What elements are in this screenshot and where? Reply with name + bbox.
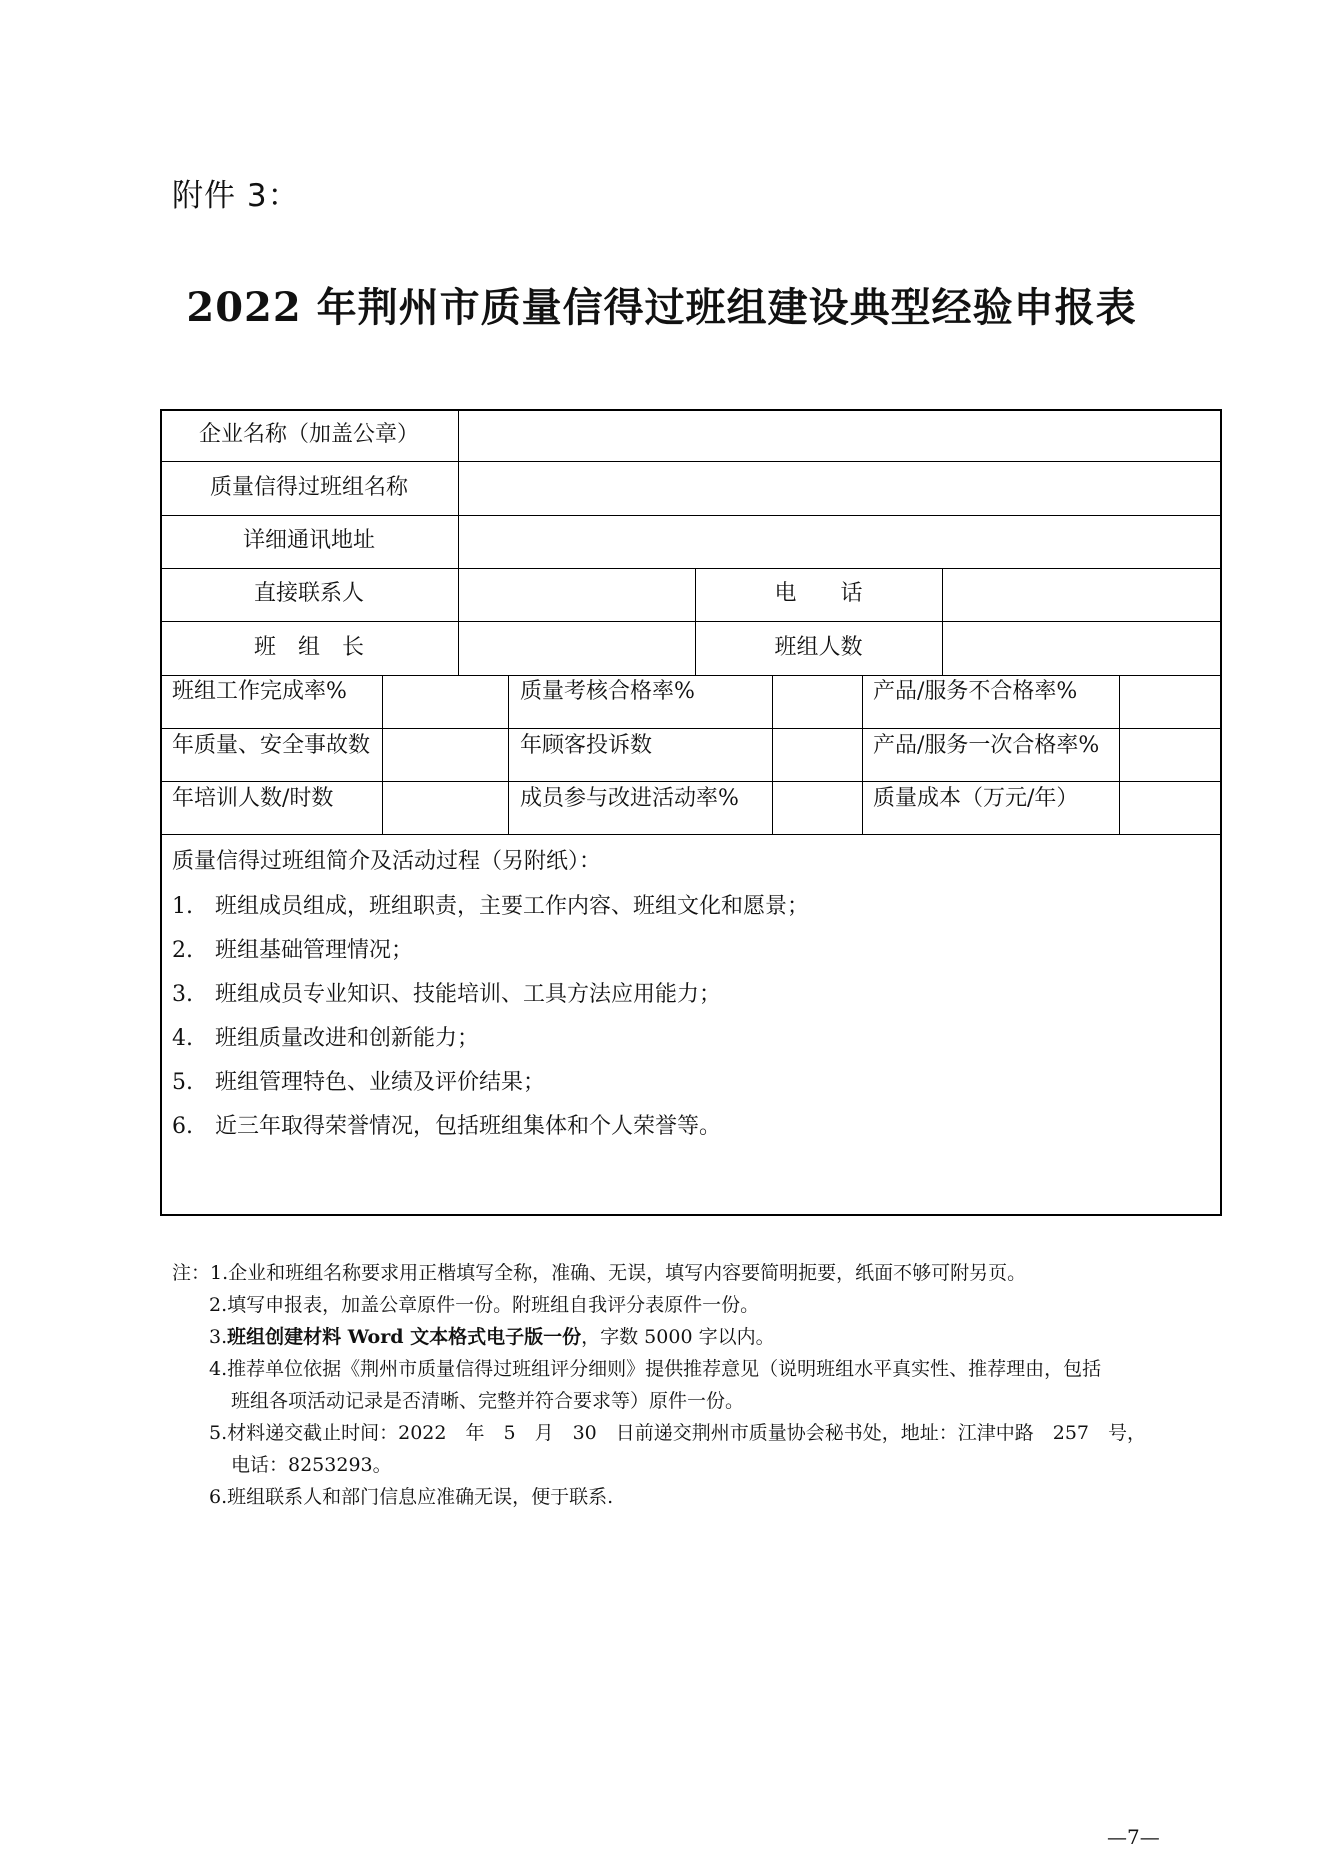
work-completion-label: 班组工作完成率% bbox=[172, 679, 347, 704]
column-divider bbox=[772, 675, 773, 834]
column-divider bbox=[508, 675, 509, 834]
leader-label: 班 组 长 bbox=[253, 635, 364, 660]
column-divider bbox=[862, 675, 863, 834]
participation-label: 成员参与改进活动率% bbox=[520, 786, 739, 811]
note-1: 注：1.企业和班组名称要求用正楷填写全称，准确、无误，填写内容要简明扼要，纸面不够可附另页。 bbox=[172, 1262, 1027, 1284]
quality-cost-label: 质量成本（万元/年） bbox=[873, 786, 1079, 811]
note-5-continued: 电话：8253293。 bbox=[231, 1454, 392, 1476]
row-divider bbox=[160, 834, 1222, 835]
description-heading: 质量信得过班组简介及活动过程（另附纸）： bbox=[172, 849, 602, 874]
column-divider bbox=[458, 409, 459, 675]
row-divider bbox=[160, 728, 1222, 729]
note-3-emphasis: 班组创建材料 Word 文本格式电子版一份 bbox=[227, 1326, 582, 1348]
quality-pass-label: 质量考核合格率% bbox=[520, 679, 695, 704]
complaints-label: 年顾客投诉数 bbox=[520, 733, 653, 758]
team-size-label: 班组人数 bbox=[774, 635, 863, 660]
first-pass-label: 产品/服务一次合格率% bbox=[873, 733, 1100, 758]
description-item: 5. 班组管理特色、业绩及评价结果； bbox=[172, 1070, 545, 1095]
row-divider bbox=[160, 621, 1222, 622]
row-divider bbox=[160, 461, 1222, 462]
nonconform-label: 产品/服务不合格率% bbox=[873, 679, 1078, 704]
attachment-label: 附件 3： bbox=[172, 178, 300, 214]
row-divider bbox=[160, 781, 1222, 782]
row-divider bbox=[160, 568, 1222, 569]
phone-label: 电 话 bbox=[774, 581, 863, 606]
team-name-label: 质量信得过班组名称 bbox=[209, 475, 408, 500]
page-number: —7— bbox=[1107, 1825, 1160, 1849]
row-divider bbox=[160, 675, 1222, 676]
description-item: 3. 班组成员专业知识、技能培训、工具方法应用能力； bbox=[172, 982, 721, 1007]
note-2: 2.填写申报表，加盖公章原件一份。附班组自我评分表原件一份。 bbox=[209, 1294, 760, 1316]
address-label: 详细通讯地址 bbox=[242, 528, 375, 553]
description-item: 2. 班组基础管理情况； bbox=[172, 938, 413, 963]
contact-label: 直接联系人 bbox=[253, 581, 364, 606]
column-divider bbox=[1119, 675, 1120, 834]
training-label: 年培训人数/时数 bbox=[172, 786, 334, 811]
note-4-continued: 班组各项活动记录是否清晰、完整并符合要求等）原件一份。 bbox=[231, 1390, 745, 1412]
note-5: 5.材料递交截止时间：2022 年 5 月 30 日前递交荆州市质量协会秘书处，地址：江津中路 257 号， bbox=[209, 1422, 1147, 1444]
form-title: 2022 年荆州市质量信得过班组建设典型经验申报表 bbox=[186, 284, 1137, 331]
column-divider bbox=[942, 568, 943, 675]
note-3-suffix: ，字数 5000 字以内。 bbox=[581, 1326, 775, 1348]
column-divider bbox=[382, 675, 383, 834]
notes-section bbox=[172, 1257, 1146, 1513]
note-3-prefix: 3. bbox=[209, 1326, 228, 1348]
row-divider bbox=[160, 515, 1222, 516]
company-name-label: 企业名称（加盖公章） bbox=[198, 422, 419, 447]
description-item: 6. 近三年取得荣誉情况，包括班组集体和个人荣誉等。 bbox=[172, 1114, 721, 1139]
description-item: 4. 班组质量改进和创新能力； bbox=[172, 1026, 479, 1051]
accidents-label: 年质量、安全事故数 bbox=[172, 733, 371, 758]
note-4: 4.推荐单位依据《荆州市质量信得过班组评分细则》提供推荐意见（说明班组水平真实性、推荐理由，包括 bbox=[209, 1358, 1102, 1380]
description-item: 1. 班组成员组成，班组职责，主要工作内容、班组文化和愿景； bbox=[172, 894, 809, 919]
note-6: 6.班组联系人和部门信息应准确无误，便于联系. bbox=[209, 1486, 614, 1508]
note-3 bbox=[172, 1321, 1146, 1353]
